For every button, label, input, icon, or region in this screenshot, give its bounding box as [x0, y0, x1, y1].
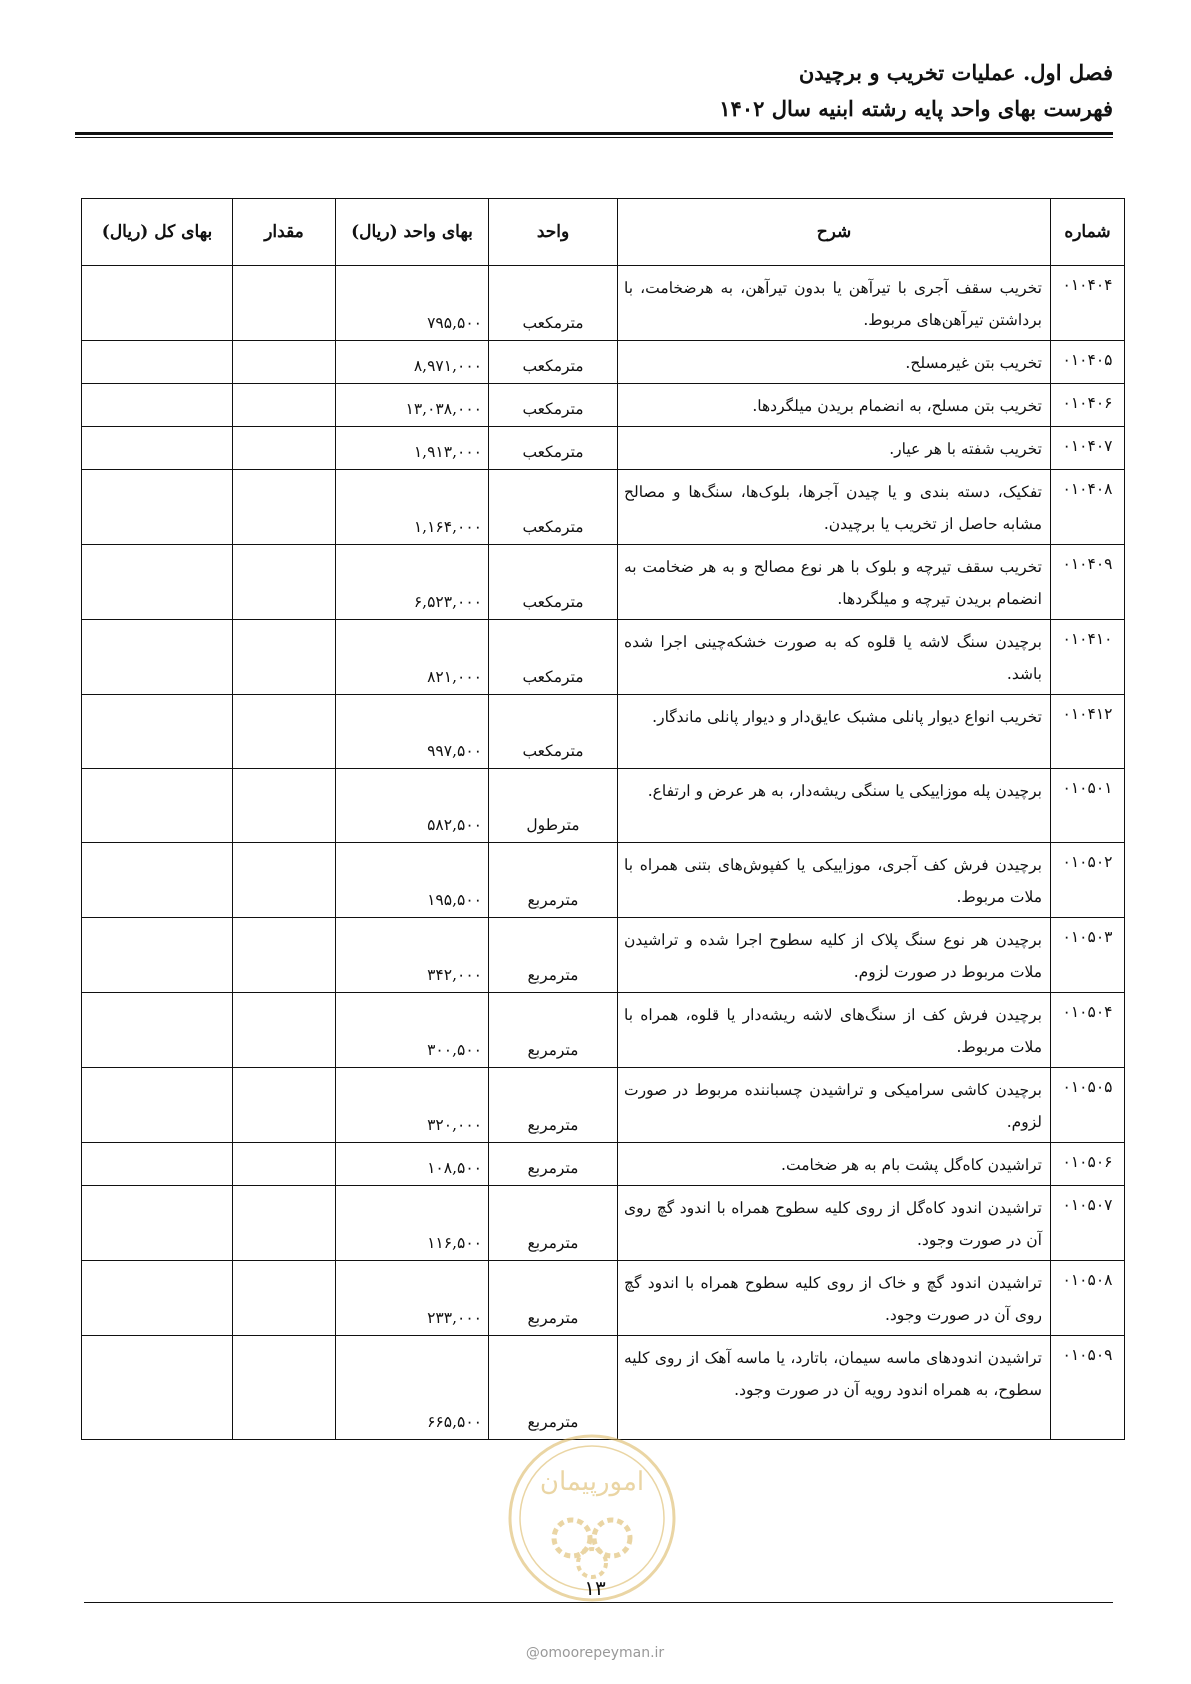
table-row: [82, 427, 1125, 470]
item-number: ۰۱۰۴۰۴: [1051, 266, 1125, 341]
item-unit: مترمکعب: [489, 545, 618, 620]
footer-rule: [84, 1602, 1113, 1603]
column-header-description: شرح: [618, 199, 1051, 266]
column-header-quantity: مقدار: [233, 199, 336, 266]
item-description: تخریب بتن مسلح، به انضمام بریدن میلگردها.: [618, 384, 1051, 427]
item-unit: مترمربع: [489, 1068, 618, 1143]
item-total-price: [82, 384, 233, 427]
column-header-number: شماره: [1051, 199, 1125, 266]
item-description: تفکیک، دسته بندی و یا چیدن آجرها، بلوک‌ها، سنگ‌ها و مصالح مشابه حاصل از تخریب یا برچیدن.: [618, 470, 1051, 545]
item-unit-price: ۳۰۰,۵۰۰: [336, 993, 489, 1068]
item-unit: مترمربع: [489, 1261, 618, 1336]
table-row: [82, 1186, 1125, 1261]
item-number: ۰۱۰۵۰۸: [1051, 1261, 1125, 1336]
item-unit: مترمربع: [489, 1336, 618, 1440]
source-handle: @omoorepeyman.ir: [525, 1645, 665, 1661]
item-description: تخریب انواع دیوار پانلی مشبک عایق‌دار و دیوار پانلی ماندگار.: [618, 695, 1051, 769]
item-quantity: [233, 695, 336, 769]
item-total-price: [82, 470, 233, 545]
item-number: ۰۱۰۵۰۴: [1051, 993, 1125, 1068]
item-total-price: [82, 993, 233, 1068]
item-quantity: [233, 1068, 336, 1143]
item-total-price: [82, 545, 233, 620]
table-header-row: [82, 199, 1125, 266]
item-number: ۰۱۰۵۰۱: [1051, 769, 1125, 843]
item-quantity: [233, 341, 336, 384]
column-header-total-price: بهای کل (ریال): [82, 199, 233, 266]
item-quantity: [233, 266, 336, 341]
item-total-price: [82, 769, 233, 843]
item-number: ۰۱۰۴۰۷: [1051, 427, 1125, 470]
item-unit: مترطول: [489, 769, 618, 843]
item-description: برچیدن هر نوع سنگ پلاک از کلیه سطوح اجرا شده و تراشیدن ملات مربوط در صورت لزوم.: [618, 918, 1051, 993]
document-subtitle: فهرست بهای واحد پایه رشته ابنیه سال ۱۴۰۲: [719, 96, 1113, 121]
table-row: [82, 769, 1125, 843]
item-unit: مترمربع: [489, 1143, 618, 1186]
item-unit: مترمکعب: [489, 620, 618, 695]
item-description: برچیدن کاشی سرامیکی و تراشیدن چسباننده مربوط در صورت لزوم.: [618, 1068, 1051, 1143]
item-number: ۰۱۰۴۰۶: [1051, 384, 1125, 427]
item-total-price: [82, 843, 233, 918]
item-unit: مترمکعب: [489, 266, 618, 341]
item-unit-price: ۸,۹۷۱,۰۰۰: [336, 341, 489, 384]
item-total-price: [82, 1336, 233, 1440]
item-number: ۰۱۰۵۰۳: [1051, 918, 1125, 993]
item-description: تخریب بتن غیرمسلح.: [618, 341, 1051, 384]
item-quantity: [233, 545, 336, 620]
table-body: [82, 266, 1125, 1440]
item-number: ۰۱۰۴۰۸: [1051, 470, 1125, 545]
item-quantity: [233, 620, 336, 695]
item-quantity: [233, 843, 336, 918]
item-unit: مترمکعب: [489, 341, 618, 384]
item-description: تراشیدن اندود گچ و خاک از روی کلیه سطوح همراه با اندود گچ روی آن در صورت وجود.: [618, 1261, 1051, 1336]
table-row: [82, 341, 1125, 384]
item-unit-price: ۲۳۳,۰۰۰: [336, 1261, 489, 1336]
item-number: ۰۱۰۵۰۵: [1051, 1068, 1125, 1143]
table-row: [82, 1068, 1125, 1143]
item-quantity: [233, 918, 336, 993]
item-total-price: [82, 1143, 233, 1186]
item-description: تخریب سقف آجری با تیرآهن یا بدون تیرآهن، به هرضخامت، با برداشتن تیرآهن‌های مربوط.: [618, 266, 1051, 341]
item-quantity: [233, 1336, 336, 1440]
item-description: برچیدن سنگ لاشه یا قلوه که به صورت خشکه‌چینی اجرا شده باشد.: [618, 620, 1051, 695]
item-number: ۰۱۰۵۰۹: [1051, 1336, 1125, 1440]
item-unit-price: ۹۹۷,۵۰۰: [336, 695, 489, 769]
item-number: ۰۱۰۵۰۶: [1051, 1143, 1125, 1186]
item-number: ۰۱۰۴۱۰: [1051, 620, 1125, 695]
item-unit-price: ۱۱۶,۵۰۰: [336, 1186, 489, 1261]
column-header-unit-price: بهای واحد (ریال): [336, 199, 489, 266]
item-number: ۰۱۰۴۱۲: [1051, 695, 1125, 769]
item-unit: مترمکعب: [489, 427, 618, 470]
item-quantity: [233, 769, 336, 843]
item-number: ۰۱۰۵۰۷: [1051, 1186, 1125, 1261]
item-quantity: [233, 427, 336, 470]
table-row: [82, 384, 1125, 427]
item-description: تخریب سقف تیرچه و بلوک با هر نوع مصالح و به هر ضخامت به انضمام بریدن تیرچه و میلگردها.: [618, 545, 1051, 620]
item-quantity: [233, 1261, 336, 1336]
item-quantity: [233, 470, 336, 545]
item-description: برچیدن پله موزاییکی یا سنگی ریشه‌دار، به هر عرض و ارتفاع.: [618, 769, 1051, 843]
item-description: تراشیدن اندود کاه‌گل از روی کلیه سطوح همراه با اندود گچ روی آن در صورت وجود.: [618, 1186, 1051, 1261]
item-unit-price: ۷۹۵,۵۰۰: [336, 266, 489, 341]
table-row: [82, 1143, 1125, 1186]
item-unit-price: ۱۳,۰۳۸,۰۰۰: [336, 384, 489, 427]
item-quantity: [233, 993, 336, 1068]
table-row: [82, 843, 1125, 918]
item-total-price: [82, 620, 233, 695]
item-unit: مترمربع: [489, 918, 618, 993]
item-unit: مترمکعب: [489, 470, 618, 545]
item-quantity: [233, 384, 336, 427]
item-unit: مترمربع: [489, 843, 618, 918]
watermark-text: امورپیمان: [539, 1467, 645, 1497]
item-total-price: [82, 1068, 233, 1143]
item-unit: مترمکعب: [489, 384, 618, 427]
item-unit-price: ۸۲۱,۰۰۰: [336, 620, 489, 695]
table-row: [82, 545, 1125, 620]
header-rule-thin: [75, 137, 1113, 138]
column-header-unit: واحد: [489, 199, 618, 266]
item-unit: مترمکعب: [489, 695, 618, 769]
item-description: تخریب شفته با هر عیار.: [618, 427, 1051, 470]
item-description: تراشیدن کاه‌گل پشت بام به هر ضخامت.: [618, 1143, 1051, 1186]
price-list-table: [81, 198, 1125, 1440]
item-total-price: [82, 427, 233, 470]
item-description: برچیدن فرش کف از سنگ‌های لاشه ریشه‌دار یا قلوه، همراه با ملات مربوط.: [618, 993, 1051, 1068]
table-row: [82, 266, 1125, 341]
item-quantity: [233, 1143, 336, 1186]
item-quantity: [233, 1186, 336, 1261]
header-rule-thick: [75, 132, 1113, 135]
item-unit-price: ۱۹۵,۵۰۰: [336, 843, 489, 918]
item-unit: مترمربع: [489, 1186, 618, 1261]
table-row: [82, 1336, 1125, 1440]
table-row: [82, 620, 1125, 695]
item-total-price: [82, 341, 233, 384]
item-description: تراشیدن اندودهای ماسه سیمان، باتارد، یا ماسه آهک از روی کلیه سطوح، به همراه اندود رویه آن در صورت وجود.: [618, 1336, 1051, 1440]
item-unit: مترمربع: [489, 993, 618, 1068]
item-unit-price: ۳۲۰,۰۰۰: [336, 1068, 489, 1143]
table-row: [82, 993, 1125, 1068]
item-number: ۰۱۰۴۰۹: [1051, 545, 1125, 620]
table-row: [82, 918, 1125, 993]
item-number: ۰۱۰۵۰۲: [1051, 843, 1125, 918]
page-header: [719, 58, 1113, 126]
item-unit-price: ۱,۹۱۳,۰۰۰: [336, 427, 489, 470]
table-row: [82, 695, 1125, 769]
item-total-price: [82, 918, 233, 993]
item-unit-price: ۱,۱۶۴,۰۰۰: [336, 470, 489, 545]
item-unit-price: ۱۰۸,۵۰۰: [336, 1143, 489, 1186]
item-unit-price: ۶۶۵,۵۰۰: [336, 1336, 489, 1440]
chapter-title: فصل اول. عملیات تخریب و برچیدن: [798, 60, 1113, 85]
page-number: ۱۳: [584, 1576, 606, 1600]
item-unit-price: ۵۸۲,۵۰۰: [336, 769, 489, 843]
item-description: برچیدن فرش کف آجری، موزاییکی یا کفپوش‌های بتنی همراه با ملات مربوط.: [618, 843, 1051, 918]
item-total-price: [82, 266, 233, 341]
table-row: [82, 470, 1125, 545]
item-total-price: [82, 1261, 233, 1336]
item-unit-price: ۶,۵۲۳,۰۰۰: [336, 545, 489, 620]
item-total-price: [82, 1186, 233, 1261]
table-row: [82, 1261, 1125, 1336]
item-total-price: [82, 695, 233, 769]
item-unit-price: ۳۴۲,۰۰۰: [336, 918, 489, 993]
item-number: ۰۱۰۴۰۵: [1051, 341, 1125, 384]
